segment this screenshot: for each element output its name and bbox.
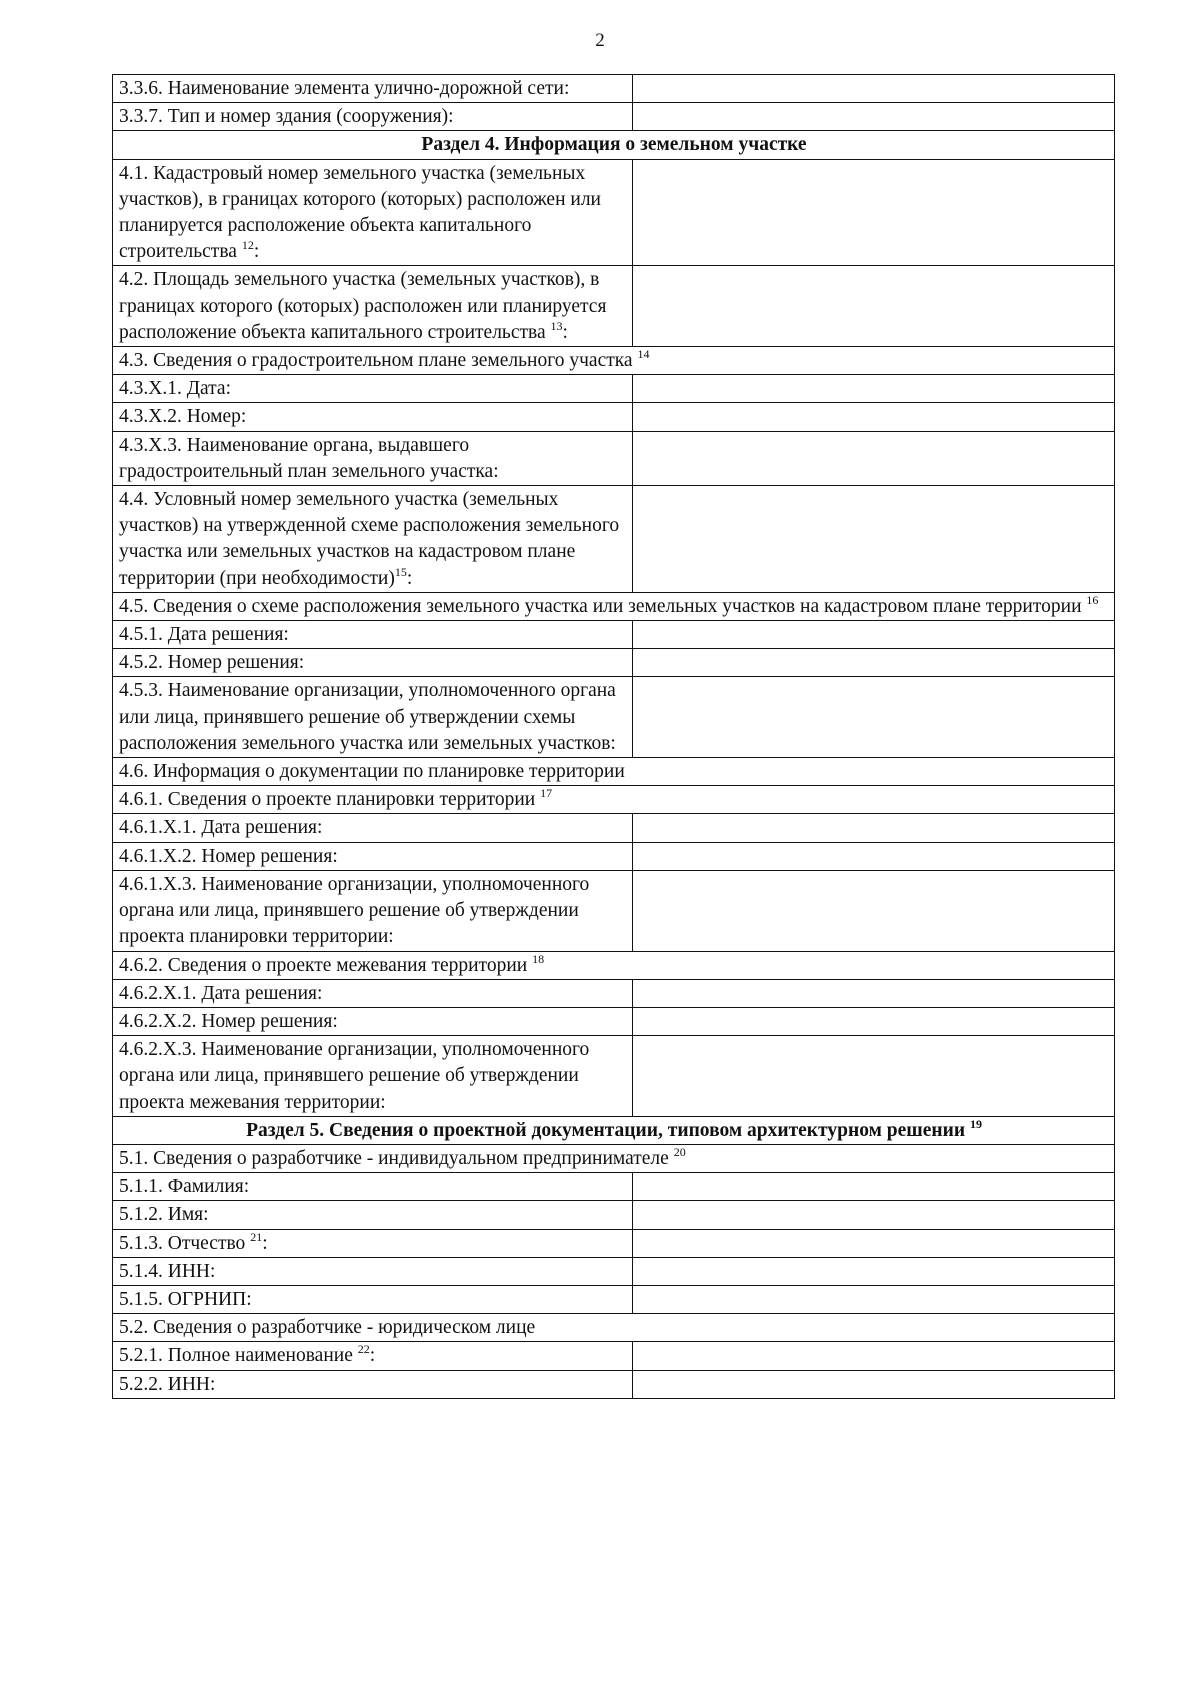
field-value-cell[interactable] [633, 979, 1115, 1007]
form-row [113, 842, 1115, 870]
form-row [113, 1229, 1115, 1257]
field-label [113, 403, 633, 431]
form-row [113, 1257, 1115, 1285]
form-row [113, 786, 1115, 814]
label-text: 4.3. Сведения о градостроительном плане земельного участка [119, 350, 638, 372]
field-label [113, 842, 633, 870]
field-label [113, 870, 633, 951]
field-label [113, 75, 633, 103]
field-label [113, 1257, 633, 1285]
form-row [113, 159, 1115, 266]
subsection-title [113, 592, 1115, 620]
field-value-cell[interactable] [633, 1007, 1115, 1035]
field-value-cell[interactable] [633, 1201, 1115, 1229]
footnote-marker: 15 [394, 564, 407, 579]
field-value-cell[interactable] [633, 431, 1115, 485]
form-row [113, 1342, 1115, 1370]
label-text: 5.1. Сведения о разработчике - индивидуальном предпринимателе [119, 1147, 674, 1169]
form-row [113, 979, 1115, 1007]
form-row [113, 592, 1115, 620]
field-label [113, 431, 633, 485]
form-row [113, 951, 1115, 979]
label-suffix: : [253, 241, 260, 263]
section-title [113, 1116, 1115, 1144]
field-value-cell[interactable] [633, 649, 1115, 677]
subsection-title [113, 1144, 1115, 1172]
field-value-cell[interactable] [633, 1257, 1115, 1285]
footnote-marker: 20 [673, 1144, 686, 1159]
label-text: 4.5.2. Номер решения: [119, 652, 305, 674]
label-text: 4.4. Условный номер земельного участка (земельных участков) на утвержденной схеме расположения земельного участка или земельных участков на кадастровом плане территории (при необходимости) [119, 489, 620, 589]
footnote-marker: 12 [241, 238, 254, 253]
field-value-cell[interactable] [633, 1285, 1115, 1313]
label-text: 4.6.1.Х.1. Дата решения: [119, 817, 323, 839]
label-text: 5.1.1. Фамилия: [119, 1176, 250, 1198]
field-value-cell[interactable] [633, 1370, 1115, 1398]
label-text: 4.6.2. Сведения о проекте межевания территории [119, 954, 533, 976]
form-row [113, 486, 1115, 593]
field-label [113, 814, 633, 842]
field-value-cell[interactable] [633, 1036, 1115, 1117]
form-row [113, 375, 1115, 403]
label-suffix: : [369, 1345, 376, 1367]
label-text: 4.6. Информация о документации по планировке территории [119, 761, 625, 783]
field-label [113, 266, 633, 347]
label-text: 4.3.Х.3. Наименование органа, выдавшего градостроительный план земельного участка: [119, 434, 499, 482]
form-row [113, 1314, 1115, 1342]
label-text: 4.6.1. Сведения о проекте планировки территории [119, 789, 541, 811]
field-value-cell[interactable] [633, 103, 1115, 131]
field-value-cell[interactable] [633, 1173, 1115, 1201]
label-text: 4.1. Кадастровый номер земельного участка (земельных участков), в границах которого (которых) расположен или планируется расположение объекта капитального строительства [119, 162, 601, 263]
form-row [113, 403, 1115, 431]
form-row [113, 1285, 1115, 1313]
form-row [113, 1201, 1115, 1229]
field-label [113, 1173, 633, 1201]
label-text: 4.3.Х.1. Дата: [119, 378, 231, 400]
label-text: 4.6.2.Х.1. Дата решения: [119, 982, 323, 1004]
form-row [113, 677, 1115, 758]
label-text: 4.6.2.Х.2. Номер решения: [119, 1010, 338, 1032]
form-row [113, 758, 1115, 786]
field-label [113, 979, 633, 1007]
field-value-cell[interactable] [633, 677, 1115, 758]
field-value-cell[interactable] [633, 375, 1115, 403]
footnote-marker: 14 [637, 347, 650, 362]
label-suffix: : [562, 321, 568, 343]
label-text: 4.6.1.Х.2. Номер решения: [119, 845, 338, 867]
form-row [113, 649, 1115, 677]
field-value-cell[interactable] [633, 842, 1115, 870]
label-text: Раздел 4. Информация о земельном участке [421, 134, 807, 156]
field-value-cell[interactable] [633, 403, 1115, 431]
form-row [113, 814, 1115, 842]
form-row [113, 1144, 1115, 1172]
footnote-marker: 22 [357, 1342, 370, 1357]
label-text: 4.5. Сведения о схеме расположения земельного участка или земельных участков на кадастровом плане территории [119, 595, 1087, 617]
label-text: 5.2. Сведения о разработчике - юридическом лице [119, 1317, 536, 1339]
field-label [113, 1285, 633, 1313]
label-text: 3.3.7. Тип и номер здания (сооружения): [119, 106, 454, 128]
label-text: 5.1.4. ИНН: [119, 1260, 216, 1282]
subsection-title [113, 1314, 1115, 1342]
form-row [113, 621, 1115, 649]
label-text: 4.6.2.Х.3. Наименование организации, уполномоченного органа или лица, принявшего решение об утверждении проекта межевания территории: [119, 1039, 590, 1113]
field-label [113, 103, 633, 131]
form-row [113, 1370, 1115, 1398]
form-body [113, 75, 1115, 1399]
form-row [113, 870, 1115, 951]
section-header-row [113, 131, 1115, 159]
label-text: 5.1.5. ОГРНИП: [119, 1288, 252, 1310]
form-row [113, 1173, 1115, 1201]
field-value-cell[interactable] [633, 486, 1115, 593]
field-value-cell[interactable] [633, 870, 1115, 951]
field-label [113, 1370, 633, 1398]
field-value-cell[interactable] [633, 814, 1115, 842]
field-label [113, 1342, 633, 1370]
application-form-table [112, 74, 1115, 1399]
footnote-marker: 21 [250, 1229, 263, 1244]
field-label [113, 649, 633, 677]
form-row [113, 266, 1115, 347]
field-label [113, 1229, 633, 1257]
field-label [113, 677, 633, 758]
field-label [113, 1201, 633, 1229]
label-suffix: : [406, 567, 413, 589]
field-value-cell[interactable] [633, 1342, 1115, 1370]
footnote-marker: 16 [1086, 592, 1099, 607]
field-value-cell[interactable] [633, 159, 1115, 266]
field-label [113, 375, 633, 403]
section-title [113, 131, 1115, 159]
subsection-title [113, 347, 1115, 375]
section-header-row [113, 1116, 1115, 1144]
field-value-cell[interactable] [633, 1229, 1115, 1257]
footnote-marker: 18 [532, 951, 545, 966]
label-text: 3.3.6. Наименование элемента улично-дорожной сети: [119, 78, 570, 99]
footnote-marker: 17 [540, 786, 553, 801]
label-text: 4.2. Площадь земельного участка (земельных участков), в границах которого (которых) расположен или планируется расположение объекта капитального строительства [119, 269, 607, 343]
page-number: 2 [595, 30, 605, 51]
label-text: 5.1.2. Имя: [119, 1204, 209, 1226]
form-row [113, 103, 1115, 131]
form-row [113, 347, 1115, 375]
form-row [113, 75, 1115, 103]
form-row [113, 431, 1115, 485]
label-text: 4.5.3. Наименование организации, уполномоченного органа или лица, принявшего решение об утверждении схемы расположения земельного участка или земельных участков: [119, 680, 616, 754]
label-suffix: : [262, 1232, 268, 1254]
label-text: 4.6.1.Х.3. Наименование организации, уполномоченного органа или лица, принявшего решение об утверждении проекта планировки территории: [119, 873, 590, 948]
field-value-cell[interactable] [633, 621, 1115, 649]
field-label [113, 486, 633, 593]
form-row [113, 1036, 1115, 1117]
label-text: Раздел 5. Сведения о проектной документации, типовом архитектурном решении [246, 1119, 970, 1141]
field-label [113, 1036, 633, 1117]
subsection-title [113, 786, 1115, 814]
footnote-marker: 13 [550, 318, 563, 333]
label-text: 4.3.Х.2. Номер: [119, 406, 247, 428]
field-value-cell[interactable] [633, 266, 1115, 347]
label-text: 5.1.3. Отчество [119, 1232, 251, 1254]
field-label [113, 621, 633, 649]
form-row [113, 1007, 1115, 1035]
label-text: 4.5.1. Дата решения: [119, 624, 289, 646]
field-label [113, 1007, 633, 1035]
label-text: 5.2.1. Полное наименование [119, 1345, 358, 1367]
subsection-title [113, 758, 1115, 786]
subsection-title [113, 951, 1115, 979]
field-label [113, 159, 633, 266]
field-value-cell[interactable] [633, 75, 1115, 103]
label-text: 5.2.2. ИНН: [119, 1373, 216, 1395]
footnote-marker: 19 [969, 1116, 982, 1131]
